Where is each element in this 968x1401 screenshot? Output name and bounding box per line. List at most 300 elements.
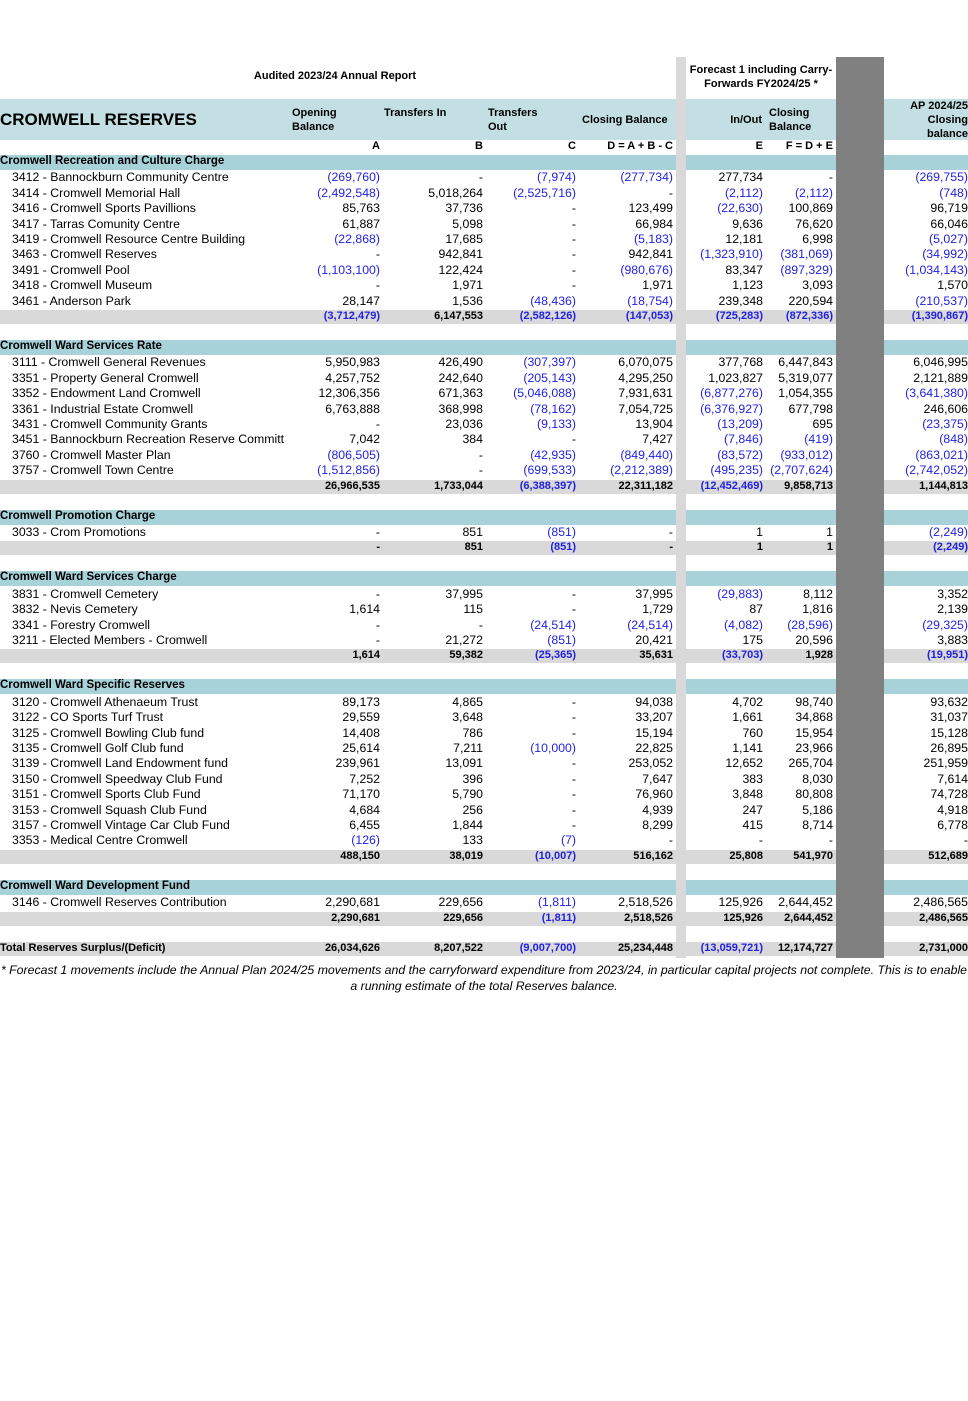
letter-d: D = A + B - C [607, 140, 673, 152]
cell-closing-f: 1,816 [802, 602, 833, 617]
cell-ap-closing: (1,390,867) [911, 310, 968, 322]
cell-closing-f: (2,112) [794, 185, 833, 200]
cell-opening: 71,170 [342, 787, 380, 802]
cell-opening: 239,961 [335, 756, 380, 771]
letter-e: E [755, 140, 763, 152]
cell-inout: (13,209) [717, 417, 763, 431]
forecast-heading: Forecast 1 including Carry-Forwards FY2024/25 * [689, 64, 833, 90]
cell-closing: (849,440) [620, 447, 673, 462]
cell-ap-closing: (1,034,143) [905, 262, 968, 277]
cell-transfers-out: - [571, 602, 576, 617]
cell-closing: (147,053) [625, 310, 673, 322]
cell-transfers-out: - [571, 802, 576, 817]
cell-opening: (1,103,100) [317, 262, 380, 277]
cell-closing-f: 1 [826, 525, 833, 539]
cell-ap-closing: 1,570 [937, 278, 968, 293]
row-label: 3153 - Cromwell Squash Club Fund [12, 802, 207, 817]
cell-inout: 12,181 [725, 232, 763, 246]
cell-opening: 26,034,626 [324, 942, 380, 954]
cell-transfers-in: 1,844 [452, 818, 483, 832]
cell-closing: 253,052 [628, 756, 673, 771]
cell-transfers-in: 384 [462, 432, 483, 447]
cell-ap-closing: 96,719 [930, 201, 968, 216]
cell-transfers-in: - [478, 617, 483, 632]
table-row [0, 633, 968, 648]
col-head-transfers-in: Transfers In [384, 107, 447, 119]
cell-inout: (7,846) [724, 432, 763, 447]
letter-b: B [475, 140, 483, 152]
cell-transfers-out: - [571, 262, 576, 277]
cell-closing: 37,995 [635, 586, 673, 601]
cell-inout: (22,630) [717, 201, 763, 216]
cell-transfers-in: 5,018,264 [428, 185, 483, 200]
table-row [0, 371, 968, 386]
col-head-closing: Closing Balance [582, 114, 668, 126]
cell-transfers-out: (78,162) [530, 401, 576, 416]
col-head-inout: In/Out [730, 114, 762, 126]
table-row [0, 386, 968, 401]
cell-opening: 7,042 [349, 432, 380, 447]
cell-inout: (1,323,910) [700, 247, 763, 262]
cell-inout: 415 [742, 818, 763, 832]
cell-ap-closing: 3,352 [937, 586, 968, 601]
cell-transfers-out: - [571, 216, 576, 231]
cell-transfers-in: 7,211 [453, 741, 483, 755]
section-title: Cromwell Ward Specific Reserves [0, 679, 185, 692]
cell-transfers-out: (5,046,088) [513, 386, 576, 401]
cell-transfers-in: 4,865 [452, 694, 483, 709]
cell-closing-f: 5,319,077 [778, 370, 833, 385]
cell-opening: 6,763,888 [325, 401, 380, 416]
cell-transfers-out: (10,000) [530, 741, 576, 755]
table-row [0, 355, 968, 370]
row-label: 3151 - Cromwell Sports Club Fund [12, 787, 201, 802]
cell-closing: (24,514) [627, 617, 673, 632]
row-label: 3146 - Cromwell Reserves Contribution [12, 895, 227, 910]
cell-transfers-out: (9,133) [537, 417, 576, 431]
cell-transfers-out: - [571, 201, 576, 216]
cell-opening: 2,290,681 [331, 911, 380, 924]
cell-transfers-in: 671,363 [438, 386, 483, 401]
cell-ap-closing: 2,139 [937, 602, 968, 617]
cell-transfers-out: (7,974) [537, 170, 576, 185]
cell-opening: 25,614 [342, 741, 380, 755]
cell-ap-closing: 7,614 [937, 771, 968, 786]
cell-transfers-in: 122,424 [438, 262, 483, 277]
cell-closing: 516,162 [633, 849, 673, 862]
cell-closing: 1,971 [642, 278, 673, 293]
table-row [0, 432, 968, 447]
cell-opening: (2,492,548) [317, 185, 380, 200]
table-row [0, 803, 968, 818]
grand-total-label: Total Reserves Surplus/(Deficit) [0, 942, 166, 954]
cell-opening: 1,614 [349, 602, 380, 617]
section-title: Cromwell Ward Services Rate [0, 340, 162, 352]
cell-opening: - [375, 525, 380, 539]
table-row [0, 602, 968, 617]
cell-transfers-in: 851 [464, 541, 483, 554]
section-header [0, 571, 968, 586]
cell-closing-f: (933,012) [780, 447, 833, 462]
cell-ap-closing: (848) [939, 432, 968, 447]
subtotal-row [0, 912, 968, 927]
cell-closing-f: 1,928 [805, 649, 833, 662]
row-label: 3417 - Tarras Comunity Centre [12, 216, 180, 231]
cell-ap-closing: (19,951) [927, 649, 968, 662]
cell-closing: 4,295,250 [618, 370, 673, 385]
cell-opening: (126) [351, 833, 380, 848]
cell-inout: 125,926 [723, 911, 763, 924]
section-header [0, 340, 968, 355]
cell-transfers-out: - [571, 725, 576, 740]
cell-transfers-out: (6,388,397) [519, 479, 576, 492]
cell-ap-closing: 6,778 [937, 818, 968, 832]
cell-transfers-out: - [571, 756, 576, 771]
table-row [0, 417, 968, 432]
cell-transfers-in: 6,147,553 [434, 310, 483, 322]
cell-closing-f: 3,093 [802, 278, 833, 293]
cell-inout: 377,768 [718, 355, 763, 370]
cell-transfers-out: (2,582,126) [519, 310, 576, 322]
row-label: 3125 - Cromwell Bowling Club fund [12, 725, 205, 740]
cell-transfers-in: 256 [462, 802, 483, 817]
table-row [0, 448, 968, 463]
cell-closing-f: 9,858,713 [784, 479, 833, 492]
table-row [0, 772, 968, 787]
cell-opening: 89,173 [342, 694, 380, 709]
col-head-opening: Opening Balance [292, 107, 337, 133]
cell-opening: 12,306,356 [318, 386, 380, 401]
cell-ap-closing: 251,959 [923, 756, 968, 771]
cell-transfers-in: 229,656 [443, 911, 483, 924]
cell-transfers-in: 851 [462, 525, 483, 539]
cell-closing: - [668, 833, 673, 848]
table-row [0, 787, 968, 802]
cell-closing-f: 265,704 [788, 756, 833, 771]
table-row [0, 525, 968, 540]
cell-ap-closing: (29,325) [922, 617, 968, 632]
subtotal-row [0, 541, 968, 556]
cell-inout: 239,348 [718, 293, 763, 308]
row-label: 3361 - Industrial Estate Cromwell [12, 401, 194, 416]
cell-ap-closing: (748) [939, 185, 968, 200]
cell-closing-f: 6,998 [802, 232, 833, 246]
cell-closing-f: 8,112 [803, 586, 833, 601]
cell-closing: (18,754) [627, 293, 673, 308]
table-row [0, 186, 968, 201]
cell-inout: 125,926 [718, 895, 763, 910]
cell-inout: 83,347 [725, 262, 763, 277]
table-row [0, 217, 968, 232]
cell-closing: 2,518,526 [624, 911, 673, 924]
row-label: 3491 - Cromwell Pool [12, 262, 130, 277]
row-label: 3139 - Cromwell Land Endowment fund [12, 756, 229, 771]
cell-ap-closing: 93,632 [930, 694, 968, 709]
table-row [0, 402, 968, 417]
cell-closing-f: 76,620 [795, 216, 833, 231]
cell-closing-f: 80,808 [795, 787, 833, 802]
table-row [0, 463, 968, 478]
cell-inout: (13,059,721) [700, 942, 763, 954]
cell-closing-f: - [828, 170, 833, 185]
cell-ap-closing: (863,021) [915, 447, 968, 462]
cell-closing-f: (419) [804, 432, 833, 447]
cell-closing: (2,212,389) [610, 463, 673, 478]
cell-closing-f: 1 [826, 541, 833, 554]
cell-transfers-in: 37,736 [445, 201, 483, 216]
footnote: * Forecast 1 movements include the Annual Plan 2024/25 movements and the carryforward expenditure from 2023/24, in particular capital projects not complete. This is to enable a running estimate of the total Reserves balance. [0, 963, 968, 993]
cell-transfers-in: 8,207,522 [434, 942, 483, 954]
table-row [0, 294, 968, 309]
cell-transfers-out: (1,811) [537, 895, 576, 910]
table-row [0, 170, 968, 185]
cell-opening: 6,455 [349, 818, 380, 832]
table-row [0, 263, 968, 278]
cell-transfers-in: 1,536 [452, 293, 483, 308]
cell-transfers-out: (25,365) [535, 649, 576, 662]
cell-transfers-out: - [571, 432, 576, 447]
cell-transfers-in: - [478, 170, 483, 185]
cell-transfers-in: 37,995 [445, 586, 483, 601]
cell-opening: 1,614 [352, 649, 380, 662]
cell-closing-f: (897,329) [780, 262, 833, 277]
cell-inout: (29,883) [717, 586, 763, 601]
cell-inout: (2,112) [724, 185, 763, 200]
cell-transfers-out: (851) [547, 633, 576, 647]
row-label: 3111 - Cromwell General Revenues [12, 355, 206, 370]
cell-closing: 2,518,526 [618, 895, 673, 910]
cell-ap-closing: 246,606 [923, 401, 968, 416]
cell-inout: 1,141 [732, 741, 763, 755]
cell-transfers-out: - [571, 278, 576, 293]
cell-closing: 942,841 [628, 247, 673, 262]
section-title: Cromwell Recreation and Culture Charge [0, 155, 225, 167]
subtotal-row [0, 310, 968, 325]
subtotal-row [0, 850, 968, 865]
cell-inout: (725,283) [715, 310, 763, 322]
table-row [0, 695, 968, 710]
subtotal-row [0, 480, 968, 495]
row-label: 3831 - Cromwell Cemetery [12, 586, 159, 601]
cell-inout: 383 [742, 771, 763, 786]
cell-inout: - [758, 833, 763, 848]
cell-closing: - [668, 525, 673, 539]
cell-opening: 2,290,681 [325, 895, 380, 910]
cell-inout: (33,703) [722, 649, 763, 662]
cell-inout: (83,572) [717, 447, 763, 462]
cell-closing-f: 98,740 [795, 694, 833, 709]
cell-inout: 175 [742, 633, 763, 647]
cell-closing: 33,207 [635, 710, 673, 725]
cell-ap-closing: 1,144,813 [919, 479, 968, 492]
cell-closing: 7,647 [642, 771, 673, 786]
cell-closing: (277,734) [620, 170, 673, 185]
cell-inout: (6,877,276) [700, 386, 763, 401]
cell-opening: 29,559 [342, 710, 380, 725]
cell-closing-f: 677,798 [788, 401, 833, 416]
cell-closing: 7,931,631 [618, 386, 673, 401]
cell-closing: 94,038 [635, 694, 673, 709]
row-label: 3418 - Cromwell Museum [12, 278, 153, 293]
audited-heading: Audited 2023/24 Annual Report [253, 70, 417, 82]
table-row [0, 818, 968, 833]
cell-transfers-out: (10,007) [535, 849, 576, 862]
cell-closing-f: 220,594 [788, 293, 833, 308]
row-label: 3451 - Bannockburn Recreation Reserve Committ [12, 432, 285, 447]
section-header [0, 510, 968, 525]
cell-transfers-in: - [478, 447, 483, 462]
cell-transfers-out: (24,514) [530, 617, 576, 632]
table-row [0, 232, 968, 247]
cell-ap-closing: 26,895 [930, 741, 968, 755]
table-row [0, 833, 968, 848]
cell-closing: 8,299 [642, 818, 673, 832]
cell-transfers-in: 3,648 [452, 710, 483, 725]
cell-closing-f: 8,030 [802, 771, 833, 786]
cell-transfers-out: (851) [547, 525, 576, 539]
row-label: 3414 - Cromwell Memorial Hall [12, 185, 181, 200]
cell-opening: (3,712,479) [323, 310, 380, 322]
cell-closing-f: 5,186 [802, 802, 833, 817]
cell-opening: 488,150 [340, 849, 380, 862]
cell-opening: 26,966,535 [324, 479, 380, 492]
cell-closing-f: (2,707,624) [770, 463, 833, 478]
cell-closing: 1,729 [642, 602, 673, 617]
cell-transfers-out: (42,935) [530, 447, 576, 462]
cell-opening: 61,887 [342, 216, 380, 231]
cell-inout: 87 [749, 602, 763, 617]
cell-opening: - [375, 586, 380, 601]
cell-opening: 14,408 [342, 725, 380, 740]
cell-opening: (806,505) [327, 447, 380, 462]
cell-transfers-in: 133 [462, 833, 483, 848]
row-label: 3352 - Endowment Land Cromwell [12, 386, 201, 401]
cell-inout: 9,636 [732, 216, 763, 231]
table-row [0, 201, 968, 216]
cell-ap-closing: 2,731,000 [919, 942, 968, 954]
cell-transfers-in: 23,036 [445, 417, 483, 431]
letter-c: C [568, 140, 576, 152]
cell-opening: - [375, 278, 380, 293]
cell-transfers-in: 17,685 [445, 232, 483, 246]
row-label: 3122 - CO Sports Turf Trust [12, 710, 164, 725]
cell-transfers-out: (699,533) [523, 463, 576, 478]
cell-ap-closing: (3,641,380) [905, 386, 968, 401]
cell-transfers-in: 229,656 [438, 895, 483, 910]
cell-closing-f: 12,174,727 [777, 942, 833, 954]
cell-ap-closing: (5,027) [929, 232, 968, 246]
cell-transfers-in: 38,019 [449, 849, 483, 862]
cell-ap-closing: (269,755) [915, 170, 968, 185]
cell-inout: 760 [742, 725, 763, 740]
table-row [0, 741, 968, 756]
table-row [0, 587, 968, 602]
cell-closing: 22,311,182 [618, 479, 673, 492]
cell-inout: (4,082) [724, 617, 763, 632]
cell-opening: - [375, 247, 380, 262]
row-label: 3760 - Cromwell Master Plan [12, 447, 171, 462]
cell-ap-closing: (34,992) [922, 247, 968, 262]
col-head-ap: AP 2024/25 Closing balance [910, 100, 968, 140]
cell-ap-closing: - [963, 833, 968, 848]
cell-transfers-out: (307,397) [523, 355, 576, 370]
row-label: 3416 - Cromwell Sports Pavillions [12, 201, 196, 216]
cell-inout: 277,734 [718, 170, 763, 185]
row-label: 3757 - Cromwell Town Centre [12, 463, 174, 478]
cell-closing: 25,234,448 [617, 942, 673, 954]
cell-closing: 4,939 [642, 802, 673, 817]
row-label: 3351 - Property General Cromwell [12, 370, 199, 385]
table-row [0, 247, 968, 262]
cell-closing: 7,054,725 [618, 401, 673, 416]
cell-ap-closing: (2,249) [933, 541, 968, 554]
cell-inout: 247 [742, 802, 763, 817]
section-header [0, 880, 968, 895]
cell-inout: 3,848 [732, 787, 763, 802]
section-header [0, 155, 968, 170]
cell-transfers-out: - [571, 694, 576, 709]
cell-closing: 22,825 [635, 741, 673, 755]
letter-f: F = D + E [785, 140, 833, 152]
cell-transfers-out: - [571, 232, 576, 246]
cell-ap-closing: 2,486,565 [919, 911, 968, 924]
cell-closing-f: 34,868 [795, 710, 833, 725]
cell-closing-f: 20,596 [795, 633, 833, 647]
cell-opening: - [375, 633, 380, 647]
cell-transfers-out: (2,525,716) [513, 185, 576, 200]
cell-ap-closing: 4,918 [937, 802, 968, 817]
cell-opening: 4,257,752 [325, 370, 380, 385]
cell-transfers-in: 426,490 [438, 355, 483, 370]
cell-transfers-in: 13,091 [445, 756, 483, 771]
cell-closing: (5,183) [634, 232, 673, 246]
cell-transfers-out: (205,143) [523, 370, 576, 385]
cell-closing: 13,904 [635, 417, 673, 431]
row-label: 3033 - Crom Promotions [12, 525, 146, 539]
cell-transfers-in: - [478, 463, 483, 478]
cell-opening: (22,868) [334, 232, 380, 246]
cell-ap-closing: (210,537) [915, 293, 968, 308]
cell-closing: 7,427 [642, 432, 673, 447]
cell-inout: (495,235) [710, 463, 763, 478]
cell-inout: 1,123 [732, 278, 763, 293]
cell-inout: (12,452,469) [700, 479, 763, 492]
cell-closing-f: 2,644,452 [784, 911, 833, 924]
cell-transfers-in: 1,971 [452, 278, 483, 293]
cell-closing: 35,631 [639, 649, 673, 662]
cell-transfers-in: 396 [462, 771, 483, 786]
row-label: 3353 - Medical Centre Cromwell [12, 833, 188, 848]
cell-closing-f: (28,596) [787, 617, 833, 632]
cell-ap-closing: 512,689 [928, 849, 968, 862]
cell-closing: (980,676) [620, 262, 673, 277]
table-row [0, 895, 968, 910]
cell-inout: 25,808 [729, 849, 763, 862]
cell-closing-f: 695 [812, 417, 833, 431]
cell-transfers-in: 786 [462, 725, 483, 740]
cell-inout: 12,652 [725, 756, 763, 771]
row-label: 3431 - Cromwell Community Grants [12, 417, 208, 431]
cell-transfers-out: - [571, 710, 576, 725]
table-row [0, 710, 968, 725]
cell-transfers-in: 21,272 [445, 633, 483, 647]
letter-a: A [372, 140, 380, 152]
cell-transfers-out: - [571, 787, 576, 802]
cell-ap-closing: 3,883 [937, 633, 968, 647]
cell-closing-f: 15,954 [795, 725, 833, 740]
cell-opening: (269,760) [327, 170, 380, 185]
cell-inout: 1 [756, 525, 763, 539]
